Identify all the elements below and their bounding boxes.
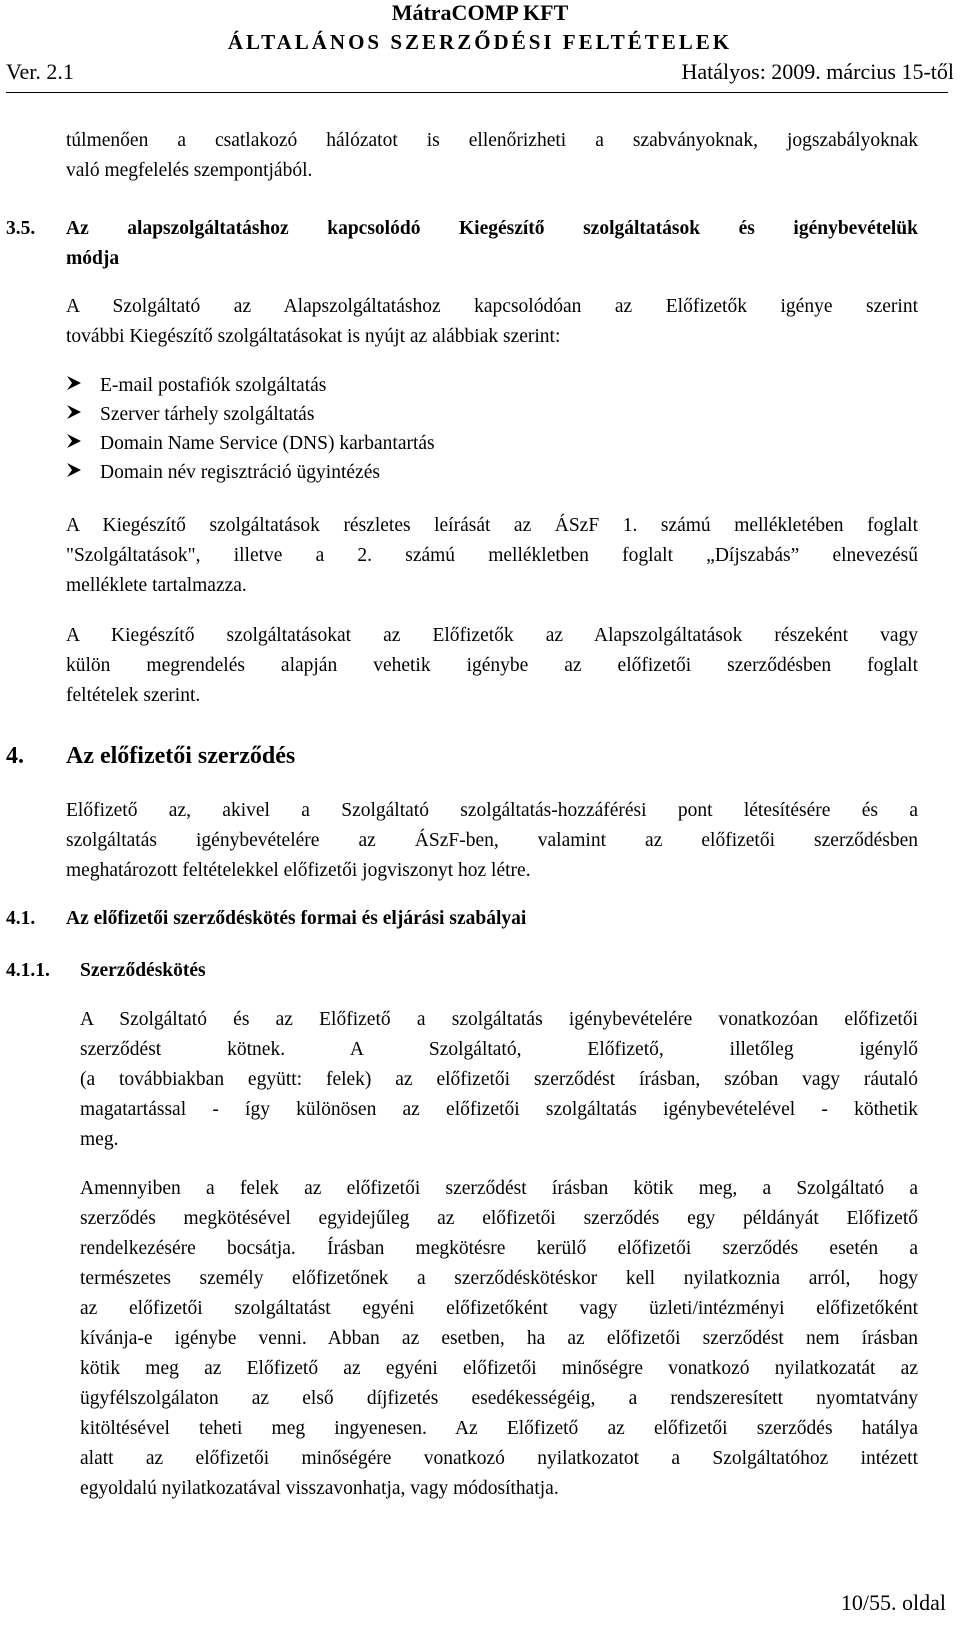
header-company: MátraCOMP KFT	[391, 0, 569, 25]
section-4-1-1-title: Szerződéskötés	[80, 960, 206, 981]
page-number: 10/55. oldal	[840, 1590, 946, 1615]
section-3-5-title-line-1: Az alapszolgáltatáshoz kapcsolódó Kiegészítő szolgáltatások és igénybevételük	[66, 218, 918, 239]
header-version: Ver. 2.1	[6, 59, 74, 84]
s35-p1-line-1: A Szolgáltató az Alapszolgáltatáshoz kapcsolódóan az Előfizetők igénye szerint	[66, 296, 918, 317]
s35-p3-line-1: A Kiegészítő szolgáltatásokat az Előfizetők az Alapszolgáltatások részeként vagy	[66, 625, 918, 646]
s411-p2-line: kötik meg az Előfizető az egyéni előfizetői minőségre vonatkozó nyilatkozatát az	[80, 1358, 918, 1379]
s35-p3-line-2: külön megrendelés alapján vehetik igénybe az előfizetői szerződésben foglalt	[66, 655, 918, 676]
s35-p1-line-2: további Kiegészítő szolgáltatásokat is nyújt az alábbiak szerint:	[66, 326, 561, 347]
s4-line-3: meghatározott feltételekkel előfizetői jogviszonyt hoz létre.	[66, 860, 531, 881]
header-divider	[6, 92, 948, 93]
header-doc-title: ÁLTALÁNOS SZERZŐDÉSI FELTÉTELEK	[227, 30, 733, 54]
s411-p2-line: egyoldalú nyilatkozatával visszavonhatja, vagy módosíthatja.	[80, 1478, 559, 1499]
list-item: E-mail postafiók szolgáltatás	[66, 371, 326, 400]
arrowhead-bullet-icon	[66, 371, 100, 400]
s411-p2-line: kívánja-e igénybe venni. Abban az esetben, ha az előfizetői szerződést nem írásban	[80, 1328, 918, 1349]
s411-p1-line: A Szolgáltató és az Előfizető a szolgáltatás igénybevételére vonatkozóan előfizetői	[80, 1009, 918, 1030]
section-4-number: 4.	[6, 743, 24, 769]
s411-p2-line: alatt az előfizetői minőségére vonatkozó nyilatkozatot a Szolgáltatóhoz intézett	[80, 1448, 918, 1469]
section-4-1-number: 4.1.	[6, 908, 36, 929]
s411-p2-line: rendelkezésére bocsátja. Írásban megkötésre kerülő előfizetői szerződés esetén a	[80, 1238, 918, 1259]
section-4-1-title: Az előfizetői szerződéskötés formai és eljárási szabályai	[66, 908, 527, 929]
section-4-1-1-number: 4.1.1.	[6, 960, 50, 981]
s411-p1-line: (a továbbiakban együtt: felek) az előfizetői szerződést írásban, szóban vagy ráutaló	[80, 1069, 918, 1090]
s411-p2-line: kitöltésével teheti meg ingyenesen. Az Előfizető az előfizetői szerződés hatálya	[80, 1418, 918, 1439]
s411-p2-line: szerződés megkötésével egyidejűleg az előfizetői szerződés egy példányát Előfizető	[80, 1208, 918, 1229]
section-3-5-title-line-2: módja	[66, 248, 120, 269]
s411-p2-line: az előfizetői szolgáltatást egyéni előfizetőként vagy üzleti/intézményi előfizetőként	[80, 1298, 918, 1319]
intro-line-1: túlmenően a csatlakozó hálózatot is ellenőrizheti a szabványoknak, jogszabályoknak	[66, 130, 918, 151]
s4-line-2: szolgáltatás igénybevételére az ÁSzF-ben, valamint az előfizetői szerződésben	[66, 830, 918, 851]
intro-line-2: való megfelelés szempontjából.	[66, 160, 313, 181]
s35-p3-line-3: feltételek szerint.	[66, 685, 201, 706]
s411-p1-line: meg.	[80, 1129, 119, 1150]
list-item: Domain név regisztráció ügyintézés	[66, 458, 380, 487]
s411-p2-line: ügyfélszolgálaton az első díjfizetés esedékességéig, a rendszeresített nyomtatvány	[80, 1388, 918, 1409]
list-item: Domain Name Service (DNS) karbantartás	[66, 429, 435, 458]
header-effective-date: Hatályos: 2009. március 15-től	[681, 59, 954, 84]
arrowhead-bullet-icon	[66, 429, 100, 458]
s411-p2-line: természetes személy előfizetőnek a szerződéskötéskor kell nyilatkoznia arról, hogy	[80, 1268, 918, 1289]
arrowhead-bullet-icon	[66, 400, 100, 429]
s4-line-1: Előfizető az, akivel a Szolgáltató szolgáltatás-hozzáférési pont létesítésére és a	[66, 800, 918, 821]
s35-p2-line-1: A Kiegészítő szolgáltatások részletes leírását az ÁSzF 1. számú mellékletében foglalt	[66, 515, 918, 536]
s411-p1-line: szerződést kötnek. A Szolgáltató, Előfizető, illetőleg igénylő	[80, 1039, 918, 1060]
s35-p2-line-3: melléklete tartalmazza.	[66, 575, 247, 596]
s35-p2-line-2: "Szolgáltatások", illetve a 2. számú mellékletben foglalt „Díjszabás” elnevezésű	[66, 545, 918, 566]
section-3-5-number: 3.5.	[6, 218, 36, 239]
s411-p1-line: magatartással - így különösen az előfizetői szolgáltatás igénybevételével - köthetik	[80, 1099, 918, 1120]
section-4-title: Az előfizetői szerződés	[66, 743, 296, 769]
list-item: Szerver tárhely szolgáltatás	[66, 400, 314, 429]
s411-p2-line: Amennyiben a felek az előfizetői szerződést írásban kötik meg, a Szolgáltató a	[80, 1178, 918, 1199]
arrowhead-bullet-icon	[66, 458, 100, 487]
